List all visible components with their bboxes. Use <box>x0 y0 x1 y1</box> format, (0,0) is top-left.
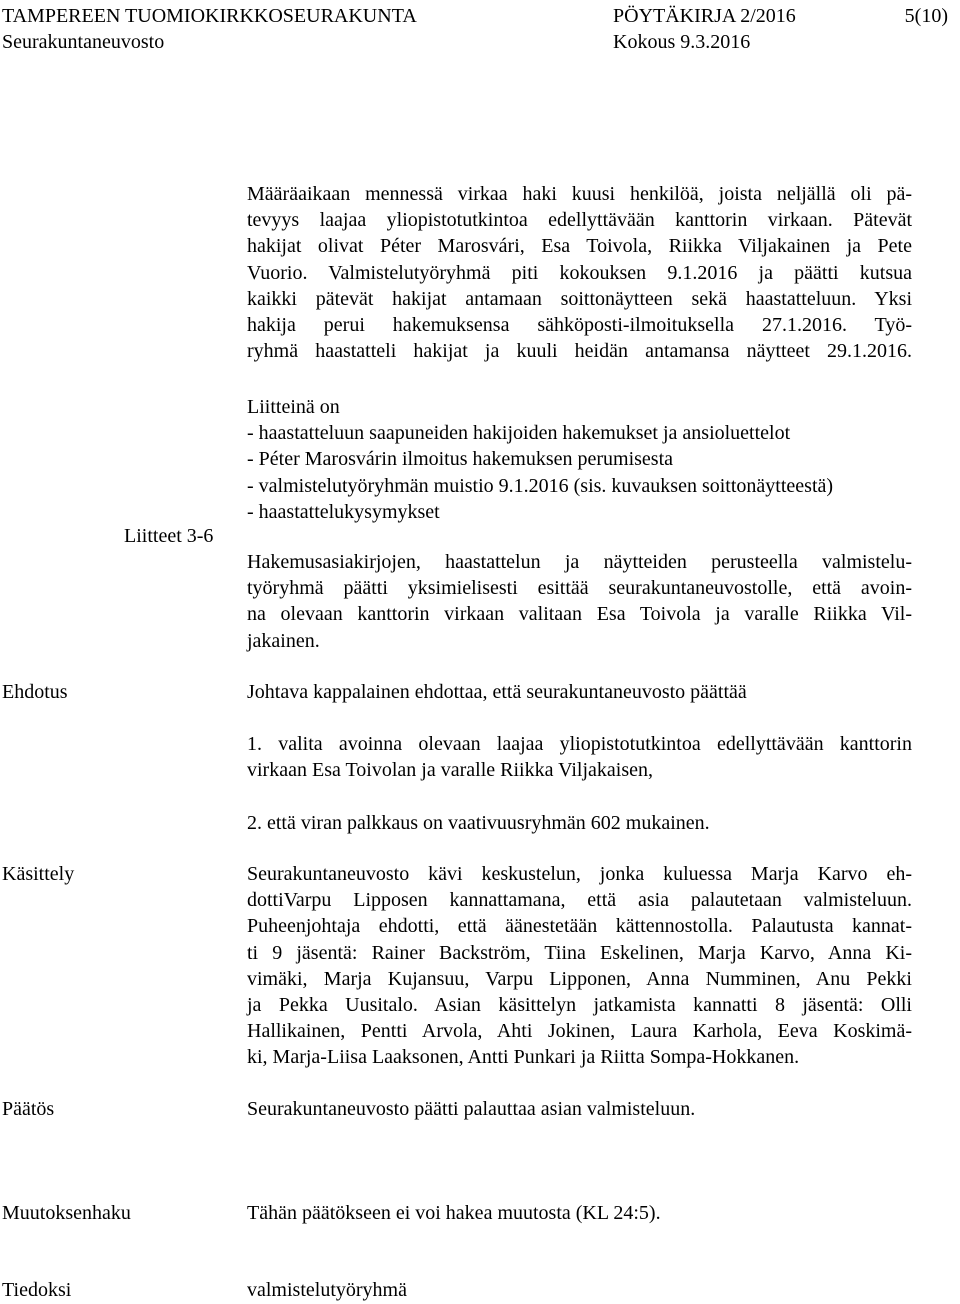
text-line: - haastattelukysymykset <box>247 500 440 523</box>
text-line: ryhmä haastatteli hakijat ja kuuli heidän antamansa näytteet 29.1.2016. <box>247 340 912 363</box>
proposal-intro <box>247 679 912 705</box>
handling-label: Käsittely <box>2 863 75 885</box>
text-line: virkaan Esa Toivolan ja varalle Riikka Viljakaisen, <box>247 759 653 782</box>
header-body: Seurakuntaneuvosto <box>2 31 165 53</box>
text-line: valmistelutyöryhmä <box>247 1279 407 1301</box>
header-meeting-date: Kokous 9.3.2016 <box>613 31 751 53</box>
text-line: Seurakuntaneuvosto kävi keskustelun, jonka kuluessa Marja Karvo eh- <box>247 863 912 885</box>
text-line: Liitteinä on <box>247 396 340 418</box>
text-line: 1. valita avoinna olevaan laajaa yliopistotutkintoa edellyttävään kanttorin <box>247 733 912 755</box>
text-line: 2. että viran palkkaus on vaativuusryhmän 602 mukainen. <box>247 812 710 834</box>
text-line: Johtava kappalainen ehdottaa, että seurakuntaneuvosto päättää <box>247 681 747 703</box>
text-line: Hallikainen, Pentti Arvola, Ahti Jokinen, Laura Karhola, Eeva Koskimä- <box>247 1020 912 1043</box>
text-line: Seurakuntaneuvosto päätti palauttaa asian valmisteluun. <box>247 1098 696 1120</box>
text-line: tevyys laajaa yliopistotutkintoa edellyttävään kanttorin virkaan. Pätevät <box>247 209 912 232</box>
handling-paragraph <box>247 861 912 1071</box>
text-line: hakijat olivat Péter Marosvári, Esa Toivola, Riikka Viljakainen ja Pete <box>247 235 912 258</box>
text-line: - Péter Marosvárin ilmoitus hakemuksen perumisesta <box>247 448 674 471</box>
intro-paragraph <box>247 181 912 364</box>
appeal-text <box>247 1200 912 1226</box>
decision-label: Päätös <box>2 1098 55 1120</box>
proposal-item-2 <box>247 810 912 836</box>
text-line: ki, Marja-Liisa Laaksonen, Antti Punkari ja Riitta Sompa-Hokkanen. <box>247 1046 800 1069</box>
recommendation-paragraph <box>247 549 912 654</box>
text-line: - valmistelutyöryhmän muistio 9.1.2016 (sis. kuvauksen soittonäytteestä) <box>247 474 834 497</box>
attachments-label: Liitteet 3-6 <box>124 525 214 547</box>
text-line: kaikki pätevät hakijat antamaan soittonäytteen sekä haastatteluun. Yksi <box>247 287 912 310</box>
notice-label: Tiedoksi <box>2 1279 72 1301</box>
text-line: ti 9 jäsentä: Rainer Backström, Tiina Eskelinen, Marja Karvo, Anna Ki- <box>247 941 912 964</box>
decision-text <box>247 1096 912 1122</box>
text-line: työryhmä päätti yksimielisesti esittää seurakuntaneuvostolle, että avoin- <box>247 577 912 600</box>
text-line: jakainen. <box>247 629 320 652</box>
text-line: - haastatteluun saapuneiden hakijoiden hakemukset ja ansioluettelot <box>247 422 791 445</box>
proposal-item-1 <box>247 731 912 783</box>
text-line: ja Pekka Uusitalo. Asian käsittelyn jatkamista kannatti 8 jäsentä: Olli <box>247 994 912 1017</box>
text-line: Hakemusasiakirjojen, haastattelun ja näytteiden perusteella valmistelu- <box>247 551 912 573</box>
proposal-label: Ehdotus <box>2 681 68 703</box>
text-line: dottiVarpu Lipposen kannattamana, että asia palautetaan valmisteluun. <box>247 889 912 912</box>
notice-text <box>247 1277 912 1303</box>
text-line: Vuorio. Valmistelutyöryhmä piti kokouksen 9.1.2016 ja päätti kutsua <box>247 261 912 284</box>
appeal-label: Muutoksenhaku <box>2 1202 131 1224</box>
attachments-list <box>247 394 912 525</box>
header-doc-title: PÖYTÄKIRJA 2/2016 <box>613 5 796 27</box>
header-page-number: 5(10) <box>904 5 948 27</box>
text-line: hakija perui hakemuksensa sähköposti-ilmoituksella 27.1.2016. Työ- <box>247 314 912 337</box>
text-line: Määräaikaan mennessä virkaa haki kuusi henkilöä, joista neljällä oli pä- <box>247 183 912 205</box>
text-line: Puheenjohtaja ehdotti, että äänestetään kättennostolla. Palautusta kannat- <box>247 915 912 938</box>
text-line: Tähän päätökseen ei voi hakea muutosta (KL 24:5). <box>247 1202 661 1224</box>
text-line: vimäki, Marja Kujansuu, Varpu Lipponen, Anna Numminen, Anu Pekki <box>247 967 912 990</box>
header-org: TAMPEREEN TUOMIOKIRKKOSEURAKUNTA <box>2 5 417 27</box>
text-line: na olevaan kanttorin virkaan valitaan Esa Toivola ja varalle Riikka Vil- <box>247 603 912 626</box>
